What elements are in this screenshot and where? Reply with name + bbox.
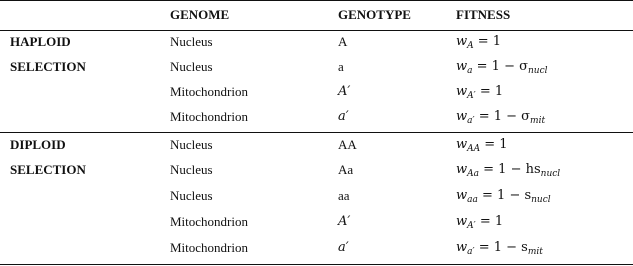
table-row-fitness — [456, 188, 551, 204]
table-row-fitness — [456, 137, 508, 153]
fitness-sub: A′ — [467, 91, 476, 101]
table-row-genotype: A′ — [338, 214, 351, 229]
fitness-sub: AA — [467, 144, 481, 154]
fitness-sub: aa — [467, 195, 478, 205]
fitness-var: w — [456, 240, 468, 255]
fitness-sub: a — [467, 66, 473, 76]
fitness-var: w — [456, 162, 468, 177]
table-row-genotype: A′ — [338, 84, 351, 99]
fitness-rhs-sub: nucl — [527, 66, 548, 76]
fitness-rhs: = 1 — [484, 137, 508, 152]
fitness-rhs-sub: nucl — [540, 169, 561, 179]
fitness-sub: Aa — [467, 169, 480, 179]
table-row-genome: Mitochondrion — [170, 214, 248, 229]
table-row-genotype: a′ — [338, 240, 349, 255]
header-rule — [0, 30, 633, 31]
fitness-var: w — [456, 34, 468, 49]
fitness-rhs: = 1 − σ — [478, 109, 531, 124]
fitness-sub: A′ — [467, 221, 476, 231]
fitness-rhs-sub: mit — [527, 247, 543, 257]
fitness-sub: A — [467, 41, 474, 51]
table-row-genotype: Aa — [338, 162, 354, 177]
table-row-genome: Nucleus — [170, 137, 213, 152]
fitness-sub: a′ — [467, 247, 475, 257]
fitness-rhs: = 1 — [479, 84, 504, 99]
table-row-fitness — [456, 59, 548, 75]
header-fitness: FITNESS — [456, 7, 511, 22]
table-row-fitness — [456, 34, 501, 50]
table-row-genotype: AA — [338, 137, 357, 152]
fitness-rhs: = 1 — [479, 214, 504, 229]
haploid-label-line2: SELECTION — [10, 59, 86, 74]
fitness-sub: a′ — [467, 116, 475, 126]
fitness-rhs: = 1 − hs — [483, 162, 541, 177]
table-row-fitness — [456, 240, 543, 256]
fitness-rhs: = 1 — [477, 34, 502, 49]
section-rule — [0, 132, 633, 133]
fitness-rhs-sub: mit — [530, 116, 546, 126]
fitness-rhs: = 1 − σ — [476, 59, 528, 74]
diploid-label-line1: DIPLOID — [10, 137, 66, 152]
table-row-genome: Nucleus — [170, 162, 213, 177]
fitness-rhs: = 1 − s — [478, 240, 528, 255]
fitness-var: w — [456, 59, 468, 74]
table-row-fitness — [456, 109, 545, 125]
table-row-fitness — [456, 162, 560, 178]
table-row-genome: Mitochondrion — [170, 240, 248, 255]
bottom-rule — [0, 264, 633, 265]
header-genotype: GENOTYPE — [338, 7, 411, 22]
table-row-genome: Nucleus — [170, 59, 213, 74]
diploid-label-line2: SELECTION — [10, 162, 86, 177]
table-row-genome: Mitochondrion — [170, 84, 248, 99]
table-row-genotype: aa — [338, 188, 350, 203]
fitness-var: w — [456, 137, 468, 152]
fitness-var: w — [456, 84, 468, 99]
fitness-var: w — [456, 214, 468, 229]
table-row-genome: Nucleus — [170, 34, 213, 49]
table-row-genome: Mitochondrion — [170, 109, 248, 124]
fitness-rhs-sub: nucl — [531, 195, 551, 205]
table-row-genotype: a′ — [338, 109, 349, 124]
haploid-label-line1: HAPLOID — [10, 34, 71, 49]
header-genome: GENOME — [170, 7, 230, 22]
fitness-var: w — [456, 109, 468, 124]
table-row-genotype: a — [338, 59, 344, 74]
table-row-fitness — [456, 214, 503, 230]
fitness-var: w — [456, 188, 468, 203]
top-rule — [0, 0, 633, 1]
table-row-genotype: A — [338, 34, 348, 49]
table-row-genome: Nucleus — [170, 188, 213, 203]
fitness-rhs: = 1 − s — [482, 188, 532, 203]
table-row-fitness — [456, 84, 503, 100]
